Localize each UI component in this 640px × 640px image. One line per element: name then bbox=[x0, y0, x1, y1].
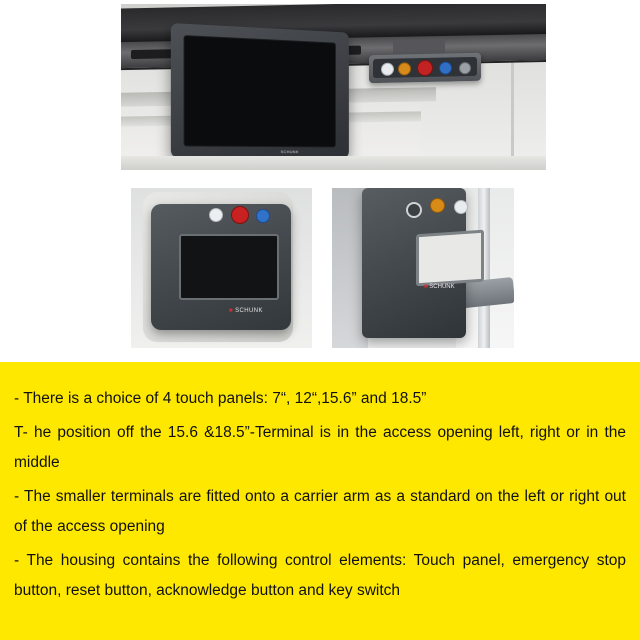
terminal-housing bbox=[362, 188, 466, 338]
control-element-pod bbox=[369, 53, 481, 83]
brand-logo bbox=[229, 308, 263, 314]
acknowledge-button-icon bbox=[381, 63, 394, 76]
highlighted-notes-block bbox=[0, 362, 640, 640]
brand-mark-icon: ■ bbox=[424, 284, 428, 290]
note-line: - The smaller terminals are fitted onto a carrier arm as a standard on the left or right out of the access opening bbox=[14, 488, 626, 535]
note-line: - There is a choice of 4 touch panels: 7“, 12“,15.6” and 18.5” bbox=[14, 390, 427, 407]
note-line: - The housing contains the following control elements: Touch panel, emergency stop button, reset button, acknowledge button and key switch bbox=[14, 552, 626, 599]
acknowledge-button-icon bbox=[209, 208, 223, 222]
reset-button-icon bbox=[430, 198, 445, 213]
touch-panel-screen bbox=[179, 234, 279, 300]
brand-logo: SCHUNK bbox=[280, 149, 299, 155]
touch-panel-screen bbox=[416, 230, 484, 287]
emergency-stop-button-icon bbox=[231, 206, 249, 224]
acknowledge-button-icon bbox=[454, 200, 468, 214]
reset-button-icon bbox=[398, 62, 411, 75]
blue-button-icon bbox=[256, 209, 270, 223]
terminal-front-photo bbox=[131, 188, 312, 348]
floor-strip bbox=[121, 156, 546, 170]
brand-mark-icon: ■ bbox=[229, 308, 234, 314]
touch-panel-screen bbox=[184, 35, 336, 147]
emergency-stop-button-icon bbox=[417, 60, 433, 76]
terminal-on-carrier-arm-photo bbox=[332, 188, 514, 348]
control-pod-face bbox=[373, 57, 477, 78]
key-switch-icon bbox=[459, 62, 471, 74]
touch-terminal-housing bbox=[171, 23, 349, 158]
brand-logo bbox=[424, 284, 455, 290]
brand-name: SCHUNK bbox=[429, 284, 455, 290]
ring-button-icon bbox=[406, 202, 422, 218]
blue-button-icon bbox=[439, 61, 452, 74]
terminal-housing bbox=[151, 204, 291, 330]
brand-name: SCHUNK bbox=[235, 308, 263, 314]
ceiling-mounted-terminal-photo bbox=[121, 4, 546, 170]
note-line: T- he position off the 15.6 &18.5”-Terminal is in the access opening left, right or in the middle bbox=[14, 424, 626, 471]
